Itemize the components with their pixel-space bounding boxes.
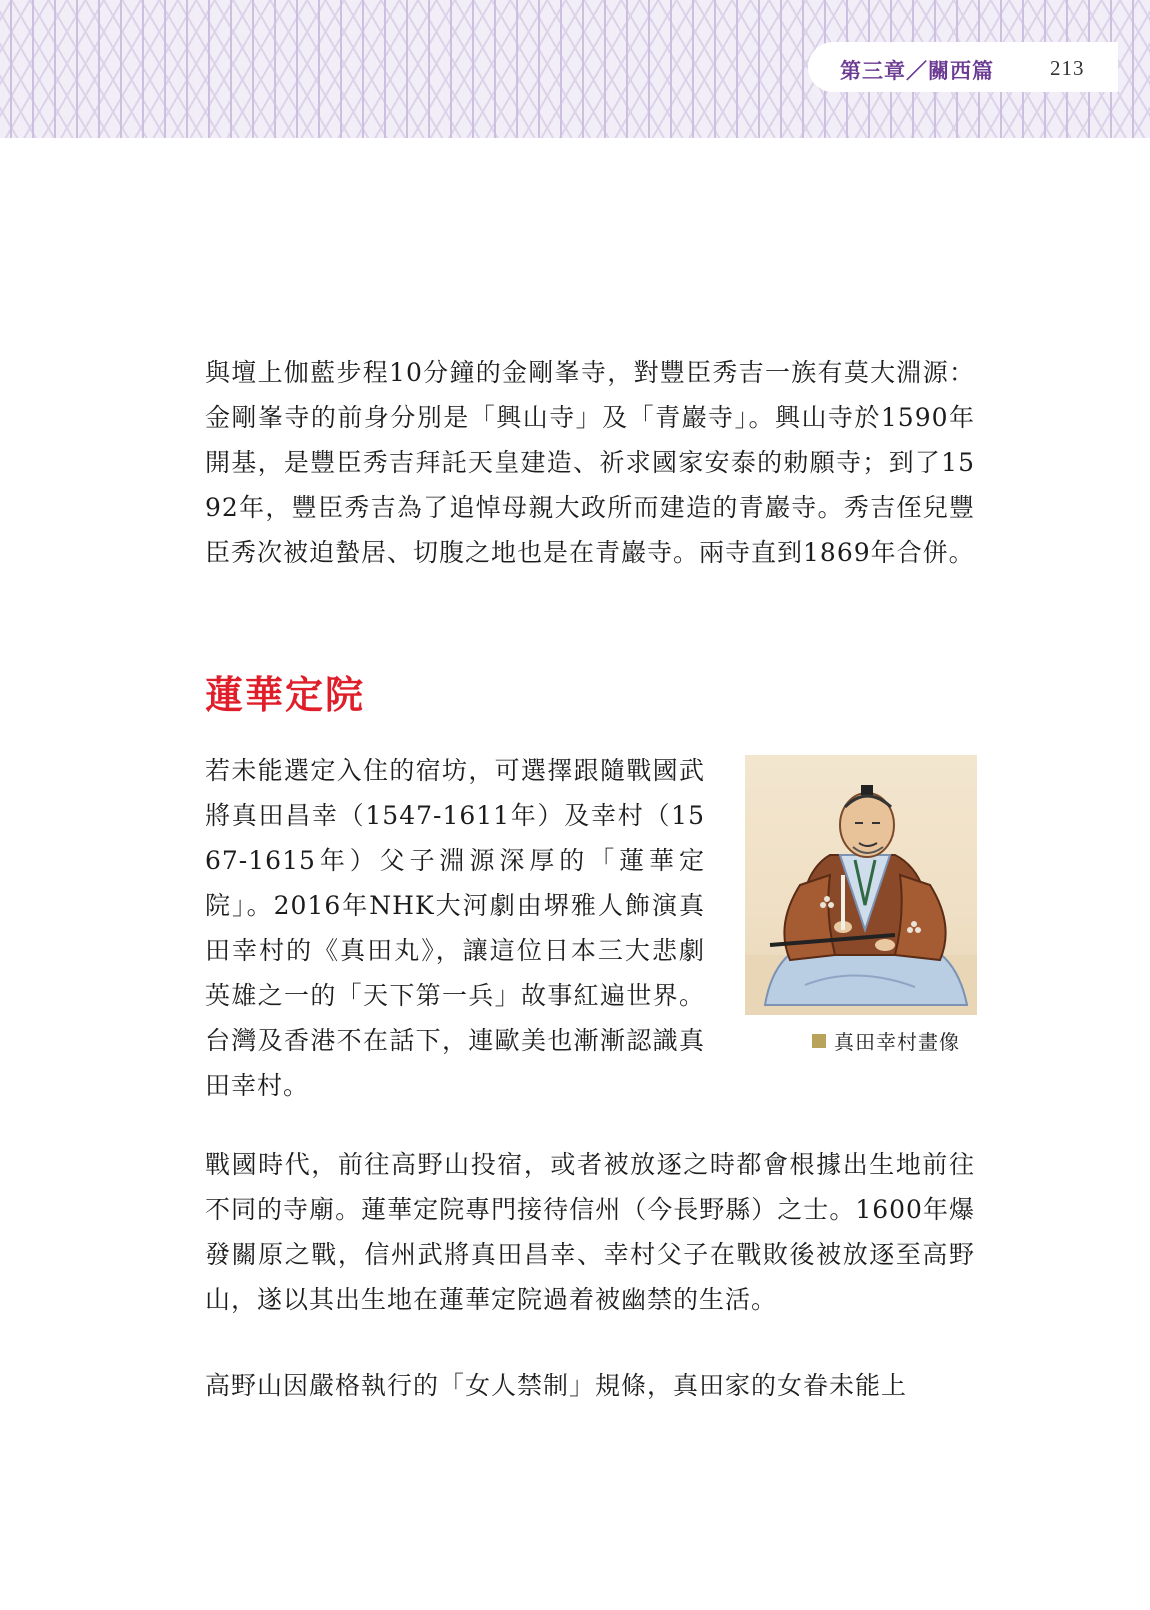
caption-bullet-icon [812, 1034, 826, 1048]
figure-caption [812, 1026, 960, 1055]
page-number: 213 [1050, 56, 1085, 80]
chapter-title: 第三章／關西篇 [840, 59, 994, 83]
paragraph-kongobuji: 與壇上伽藍步程10分鐘的金剛峯寺，對豐臣秀吉一族有莫大淵源：金剛峯寺的前身分別是「興山寺」及「青巖寺」。興山寺於1590年開基，是豐臣秀吉拜託天皇建造、祈求國家安泰的勅願寺；到了1592年，豐臣秀吉為了追悼母親大政所而建造的青巖寺。秀吉侄兒豐臣秀次被迫蟄居、切腹之地也是在青巖寺。兩寺直到1869年合併。 [205, 358, 975, 567]
section-heading: 蓮華定院 [205, 673, 366, 717]
caption-text: 真田幸村畫像 [834, 1030, 960, 1054]
paragraph-nyonin-kinsei: 高野山因嚴格執行的「女人禁制」規條，真田家的女眷未能上 [205, 1371, 908, 1400]
samurai-portrait-icon [745, 755, 977, 1015]
paragraph-sengoku: 戰國時代，前往高野山投宿，或者被放逐之時都會根據出生地前往不同的寺廟。蓮華定院專門接待信州（今長野縣）之士。1600年爆發關原之戰，信州武將真田昌幸、幸村父子在戰敗後被放逐至高野山，遂以其出生地在蓮華定院過着被幽禁的生活。 [205, 1150, 975, 1314]
paragraph-rengejoin: 若未能選定入住的宿坊，可選擇跟隨戰國武將真田昌幸（1547-1611年）及幸村（1567-1615年）父子淵源深厚的「蓮華定院」。2016年NHK大河劇由堺雅人飾演真田幸村的《真田丸》，讓這位日本三大悲劇英雄之一的「天下第一兵」故事紅遍世界。台灣及香港不在話下，連歐美也漸漸認識真田幸村。 [205, 756, 705, 1100]
